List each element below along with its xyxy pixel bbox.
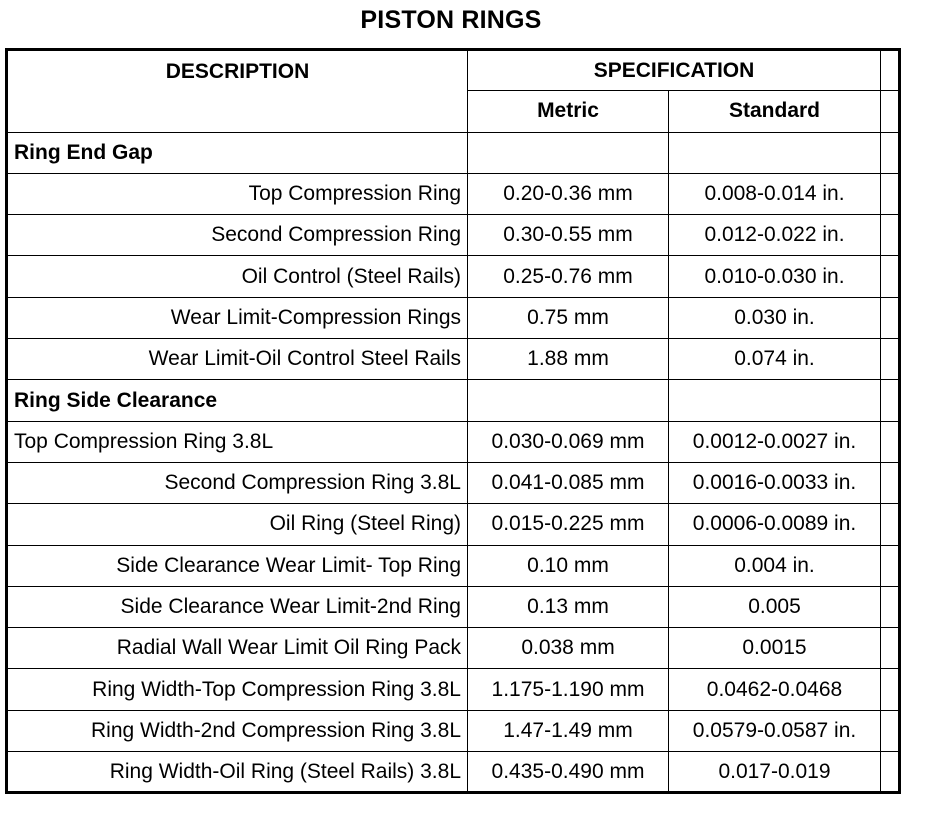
row-filler-cell (881, 586, 900, 627)
standard-value: 0.010-0.030 in. (669, 256, 881, 297)
standard-header: Standard (669, 91, 881, 132)
table-row (7, 752, 900, 793)
table-row (7, 462, 900, 503)
standard-value: 0.004 in. (669, 545, 881, 586)
table-row (7, 173, 900, 214)
metric-value: 0.25-0.76 mm (468, 256, 669, 297)
metric-value: 1.88 mm (468, 339, 669, 380)
standard-value: 0.0006-0.0089 in. (669, 504, 881, 545)
row-filler-cell (881, 669, 900, 710)
table-row (7, 628, 900, 669)
description-cell: Ring Width-Oil Ring (Steel Rails) 3.8L (7, 752, 468, 793)
section-label: Ring End Gap (7, 132, 468, 173)
row-filler-cell (881, 173, 900, 214)
table-row (7, 710, 900, 751)
table-row (7, 545, 900, 586)
description-header: DESCRIPTION (7, 50, 468, 133)
standard-value: 0.0015 (669, 628, 881, 669)
standard-value (669, 380, 881, 421)
metric-value: 0.015-0.225 mm (468, 504, 669, 545)
metric-value (468, 380, 669, 421)
description-cell: Second Compression Ring (7, 215, 468, 256)
table-row (7, 586, 900, 627)
metric-value: 0.13 mm (468, 586, 669, 627)
metric-value: 0.030-0.069 mm (468, 421, 669, 462)
standard-value: 0.030 in. (669, 297, 881, 338)
description-cell: Top Compression Ring 3.8L (7, 421, 468, 462)
description-cell: Side Clearance Wear Limit-2nd Ring (7, 586, 468, 627)
section-row (7, 132, 900, 173)
metric-value: 0.30-0.55 mm (468, 215, 669, 256)
header-filler-cell (881, 91, 900, 132)
row-filler-cell (881, 752, 900, 793)
standard-value: 0.017-0.019 (669, 752, 881, 793)
row-filler-cell (881, 421, 900, 462)
row-filler-cell (881, 339, 900, 380)
metric-value: 0.10 mm (468, 545, 669, 586)
description-cell: Oil Control (Steel Rails) (7, 256, 468, 297)
description-cell: Wear Limit-Compression Rings (7, 297, 468, 338)
row-filler-cell (881, 628, 900, 669)
row-filler-cell (881, 132, 900, 173)
standard-value: 0.012-0.022 in. (669, 215, 881, 256)
description-cell: Ring Width-2nd Compression Ring 3.8L (7, 710, 468, 751)
header-filler-cell (881, 50, 900, 91)
page-title: PISTON RINGS (360, 6, 542, 34)
description-cell: Oil Ring (Steel Ring) (7, 504, 468, 545)
standard-value: 0.0012-0.0027 in. (669, 421, 881, 462)
table-row (7, 339, 900, 380)
description-cell: Radial Wall Wear Limit Oil Ring Pack (7, 628, 468, 669)
description-cell: Wear Limit-Oil Control Steel Rails (7, 339, 468, 380)
table-row (7, 669, 900, 710)
metric-value: 1.47-1.49 mm (468, 710, 669, 751)
table-row (7, 256, 900, 297)
standard-value: 0.0462-0.0468 (669, 669, 881, 710)
standard-value: 0.074 in. (669, 339, 881, 380)
metric-value: 0.435-0.490 mm (468, 752, 669, 793)
metric-value: 0.038 mm (468, 628, 669, 669)
standard-value: 0.008-0.014 in. (669, 173, 881, 214)
table-row (7, 421, 900, 462)
table-row (7, 504, 900, 545)
table-row (7, 215, 900, 256)
standard-value: 0.005 (669, 586, 881, 627)
section-row (7, 380, 900, 421)
metric-header: Metric (468, 91, 669, 132)
row-filler-cell (881, 256, 900, 297)
row-filler-cell (881, 297, 900, 338)
specification-header: SPECIFICATION (468, 50, 881, 91)
row-filler-cell (881, 380, 900, 421)
description-cell: Second Compression Ring 3.8L (7, 462, 468, 503)
row-filler-cell (881, 504, 900, 545)
row-filler-cell (881, 545, 900, 586)
description-cell: Ring Width-Top Compression Ring 3.8L (7, 669, 468, 710)
metric-value: 0.75 mm (468, 297, 669, 338)
spec-table-body (7, 132, 900, 793)
metric-value: 0.041-0.085 mm (468, 462, 669, 503)
standard-value: 0.0579-0.0587 in. (669, 710, 881, 751)
metric-value: 1.175-1.190 mm (468, 669, 669, 710)
metric-value: 0.20-0.36 mm (468, 173, 669, 214)
row-filler-cell (881, 215, 900, 256)
metric-value (468, 132, 669, 173)
description-cell: Side Clearance Wear Limit- Top Ring (7, 545, 468, 586)
description-cell: Top Compression Ring (7, 173, 468, 214)
standard-value: 0.0016-0.0033 in. (669, 462, 881, 503)
header-row-1 (7, 50, 900, 91)
piston-rings-spec-table (5, 48, 901, 794)
table-row (7, 297, 900, 338)
row-filler-cell (881, 710, 900, 751)
row-filler-cell (881, 462, 900, 503)
standard-value (669, 132, 881, 173)
section-label: Ring Side Clearance (7, 380, 468, 421)
